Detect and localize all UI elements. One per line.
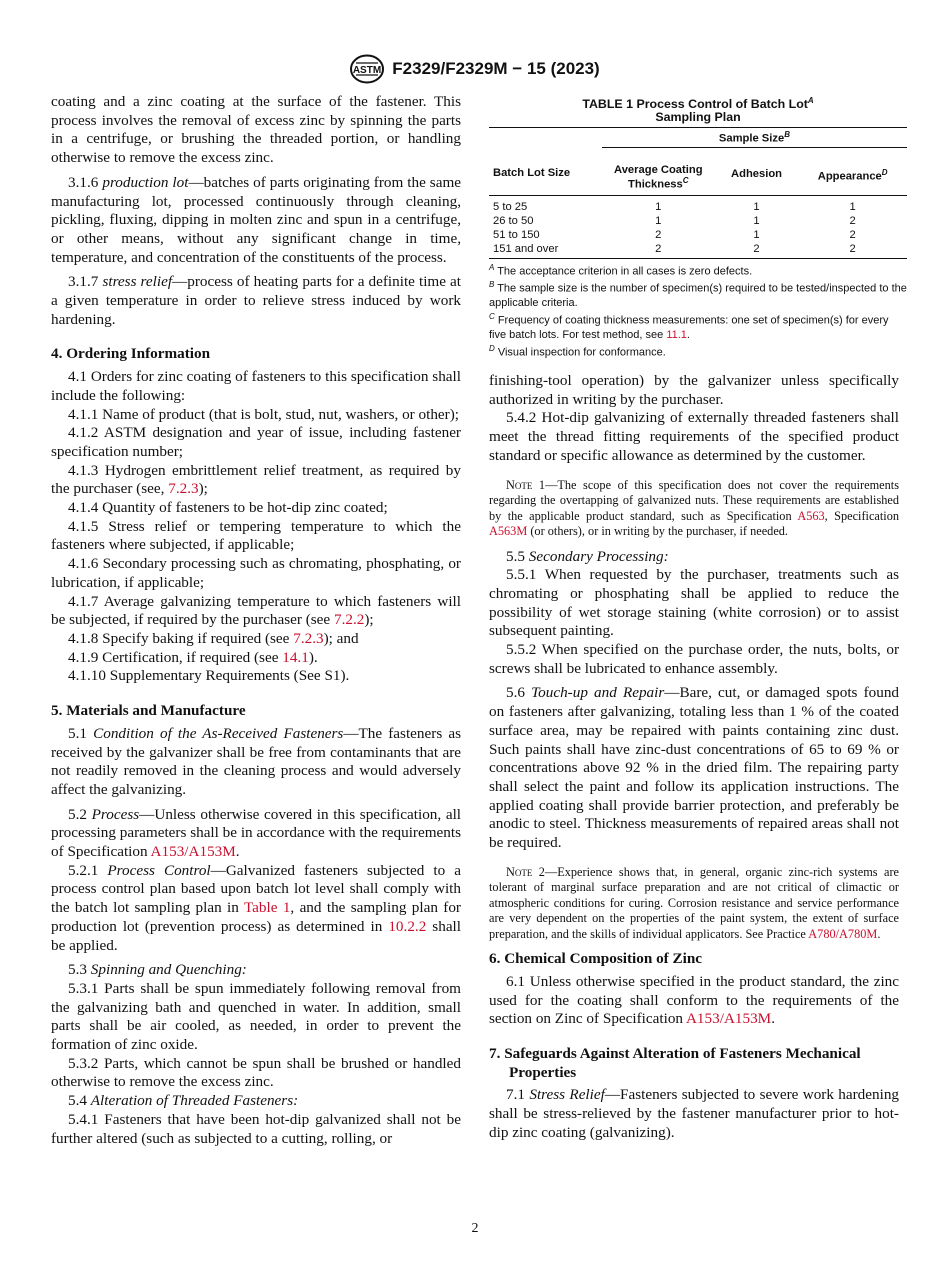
left-column bbox=[51, 93, 461, 1148]
paragraph: finishing-tool operation) by the galvanizer unless specifically authorized in writing by the purchaser. bbox=[489, 372, 899, 408]
paragraph-3-1-6: 3.1.6 production lot—batches of parts originating from the same manufacturing lot, processed continuously through cleaning, pickling, fluxing, dipping in molten zinc and spun in a centrifuge, or other means, without any significant change in time, temperature, and concentration of the constituents of the process. bbox=[51, 173, 462, 266]
table-row: 5 to 25 1 1 1 bbox=[493, 200, 856, 213]
note-1: Note 1—The scope of this specification does not cover the requirements regarding the overtapping of galvanized nuts. These requirements are established by the applicable product standard, such as Specification A563, Specification A563M (or others), or in writing by the purchaser, if needed. bbox=[489, 477, 900, 539]
page-header bbox=[0, 54, 950, 84]
svg-text:ASTM: ASTM bbox=[353, 65, 382, 76]
paragraph-5-3-1: 5.3.1 Parts shall be spun immediately following removal from the galvanizing bath and quenched in water. In addition, small parts shall be air cooled, as needed, in order to prevent the formation of zinc oxide. bbox=[51, 979, 461, 1054]
paragraph-4-1-8: 4.1.8 Specify baking if required (see 7.2.3); and bbox=[68, 629, 359, 647]
paragraph-5-1: 5.1 Condition of the As-Received Fasteners—The fasteners as received by the galvanizer shall be free from contaminants that are not readily removed in the cleaning process and would adversely affect the galvanizing. bbox=[51, 724, 461, 798]
ref-link-11-1[interactable]: 11.1 bbox=[666, 328, 687, 341]
page-number: 2 bbox=[471, 1221, 479, 1236]
table-row: 151 and over 2 2 2 bbox=[489, 242, 907, 259]
document-id: F2329/F2329M − 15 (2023) bbox=[392, 59, 600, 78]
right-column bbox=[489, 372, 899, 1143]
ref-link-10-2-2[interactable]: 10.2.2 bbox=[388, 917, 427, 935]
paragraph-4-1-9: 4.1.9 Certification, if required (see 14.1). bbox=[68, 648, 318, 666]
paragraph-3-1-7: 3.1.7 stress relief—process of heating parts for a definite time at a given temperature in order to relieve stress induced by work hardening. bbox=[51, 273, 461, 328]
paragraph-5-4-1: 5.4.1 Fasteners that have been hot-dip galvanized shall not be further altered (such as subjected to a cutting, rolling, or bbox=[51, 1110, 461, 1147]
table-title: TABLE 1 Process Control of Batch Lot$^A$ Sampling Plan bbox=[582, 96, 814, 125]
paragraph-5-5-1: 5.5.1 When requested by the purchaser, treatments such as chromating or phosphating shall be applied to reduce the possibility of wet storage staining (white corrosion) or to assist subsequent painting. bbox=[489, 566, 899, 640]
ref-link-a153[interactable]: A153/A153M bbox=[685, 1010, 772, 1028]
sample-size-header: Sample Size$^B$ bbox=[602, 128, 907, 148]
footnote-c: $^C$ Frequency of coating thickness measurements: one set of specimen(s) for every five batch lots. For test method, see 11.1. bbox=[489, 311, 889, 341]
paragraph-5-2: 5.2 Process—Unless otherwise covered in this specification, all processing parameters shall be in accordance with the requirements of Specification A153/A153M. bbox=[51, 805, 462, 861]
footnote-a: $^A$ The acceptance criterion in all cases is zero defects. bbox=[489, 262, 753, 278]
paragraph-4-1-7: 4.1.7 Average galvanizing temperature to which fasteners will be subjected, if required by the purchaser (see 7.2.2); bbox=[51, 592, 461, 629]
astm-logo-icon bbox=[350, 54, 384, 84]
ref-link-a153[interactable]: A153/A153M bbox=[150, 843, 236, 861]
paragraph-5-3: 5.3 Spinning and Quenching: bbox=[68, 961, 247, 979]
section-heading-6: 6. Chemical Composition of Zinc bbox=[489, 950, 703, 968]
section-heading-4: 4. Ordering Information bbox=[51, 345, 211, 363]
paragraph-4-1-6: 4.1.6 Secondary processing such as chromating, phosphating, or lubrication, if applicable; bbox=[51, 555, 461, 591]
paragraph: coating and a zinc coating at the surface of the fastener. This process involves the removal of excess zinc by spinning the parts in a centrifuge, or brushing the threaded portion, or handling otherwise to remove the excess zinc. bbox=[51, 93, 461, 167]
ref-link-14-1[interactable]: 14.1 bbox=[282, 648, 309, 666]
section-heading-5: 5. Materials and Manufacture bbox=[51, 702, 246, 720]
footnote-b: $^B$ The sample size is the number of specimen(s) required to be tested/inspected to the applicable criteria. bbox=[489, 280, 907, 309]
ref-link-a563[interactable]: A563 bbox=[797, 508, 825, 523]
paragraph-4-1-10: 4.1.10 Supplementary Requirements (See S1). bbox=[68, 667, 350, 685]
paragraph-7-1: 7.1 Stress Relief—Fasteners subjected to severe work hardening shall be stress-relieved by the fastener manufacturer prior to hot-dip zinc coating (galvanizing). bbox=[489, 1086, 900, 1141]
table-row: 26 to 50 1 1 2 bbox=[493, 214, 856, 227]
paragraph-4-1-3: 4.1.3 Hydrogen embrittlement relief treatment, as required by the purchaser (see, 7.2.3); bbox=[51, 461, 461, 498]
paragraph-4-1-5: 4.1.5 Stress relief or tempering temperature to which the fasteners where subjected, if applicable; bbox=[51, 517, 461, 554]
column-header-thickness: Average Coating Thickness$^C$ bbox=[602, 147, 715, 195]
note-2: Note 2—Experience shows that, in general, organic zinc-rich systems are tolerant of marginal surface preparation and are not critical of climactic or atmospheric conditions for curing. Corrosion resistance and service performance are very dependent on the properties of the paint system, the extent of surface preparation, and the skills of individual applicators. See Practice A780/A780M. bbox=[489, 864, 899, 941]
paragraph-5-5: 5.5 Secondary Processing: bbox=[506, 547, 669, 565]
paragraph-4-1-4: 4.1.4 Quantity of fasteners to be hot-dip zinc coated; bbox=[68, 499, 388, 517]
footnote-d: $^D$ Visual inspection for conformance. bbox=[489, 343, 666, 359]
paragraph-5-5-2: 5.5.2 When specified on the purchase order, the nuts, bolts, or screws shall be lubricated to enhance assembly. bbox=[489, 641, 899, 677]
paragraph-4-1-2: 4.1.2 ASTM designation and year of issue, including fastener specification number; bbox=[51, 424, 461, 460]
table-1 bbox=[489, 94, 907, 359]
table-footnotes bbox=[489, 261, 907, 360]
ref-link-7-2-3[interactable]: 7.2.3 bbox=[168, 480, 199, 498]
column-header-batch-lot: Batch Lot Size bbox=[489, 147, 602, 195]
paragraph-5-4-2: 5.4.2 Hot-dip galvanizing of externally threaded fasteners shall meet the thread fitting requirements of the specified product standard or specific allowance as determined by the customer. bbox=[489, 409, 899, 464]
ref-link-a780[interactable]: A780/A780M bbox=[808, 926, 878, 941]
paragraph-5-4: 5.4 Alteration of Threaded Fasteners: bbox=[68, 1092, 299, 1110]
ref-link-7-2-2[interactable]: 7.2.2 bbox=[333, 611, 365, 629]
paragraph-6-1: 6.1 Unless otherwise specified in the product standard, the zinc used for the coating shall conform to the requirements of the section on Zinc of Specification A153/A153M. bbox=[489, 972, 899, 1028]
ref-link-7-2-3[interactable]: 7.2.3 bbox=[293, 629, 324, 647]
ref-link-table-1[interactable]: Table 1 bbox=[243, 899, 291, 917]
paragraph-5-6: 5.6 Touch-up and Repair—Bare, cut, or damaged spots found on fasteners after galvanizing, totaling less than 1 % of the coated surface area, may be repaired with paints containing zinc dust. Such paints shall have zinc-dust concentrations of 65 to 69 % or concentrations above 92 % in the dried film. The repairing party shall select the paint and follow its application instructions. The applied coating shall provide barrier protection, and preferably be anodic to steel. Thickness measurements of repaired areas shall not be required. bbox=[489, 684, 900, 852]
column-header-appearance: Appearance$^D$ bbox=[798, 147, 907, 195]
paragraph-5-2-1: 5.2.1 Process Control—Galvanized fasteners subjected to a process control plan based upon batch lot level shall comply with the batch lot sampling plan in Table 1, and the sampling plan for production lot (prevention process) as determined in 10.2.2 shall be applied. bbox=[51, 861, 461, 954]
table-row: 51 to 150 2 1 2 bbox=[493, 228, 856, 241]
section-heading-7: 7. Safeguards Against Alteration of Fasteners Mechanical Properties bbox=[489, 1045, 861, 1081]
sampling-plan-table bbox=[489, 127, 907, 258]
paragraph-5-3-2: 5.3.2 Parts, which cannot be spun shall be brushed or handled otherwise to remove the excess zinc. bbox=[51, 1054, 461, 1091]
paragraph-4-1: 4.1 Orders for zinc coating of fasteners to this specification shall include the following: bbox=[51, 368, 461, 404]
paragraph-4-1-1: 4.1.1 Name of product (that is bolt, stud, nut, washers, or other); bbox=[68, 405, 460, 423]
ref-link-a563m[interactable]: A563M bbox=[489, 524, 528, 539]
column-header-adhesion: Adhesion bbox=[715, 147, 799, 195]
